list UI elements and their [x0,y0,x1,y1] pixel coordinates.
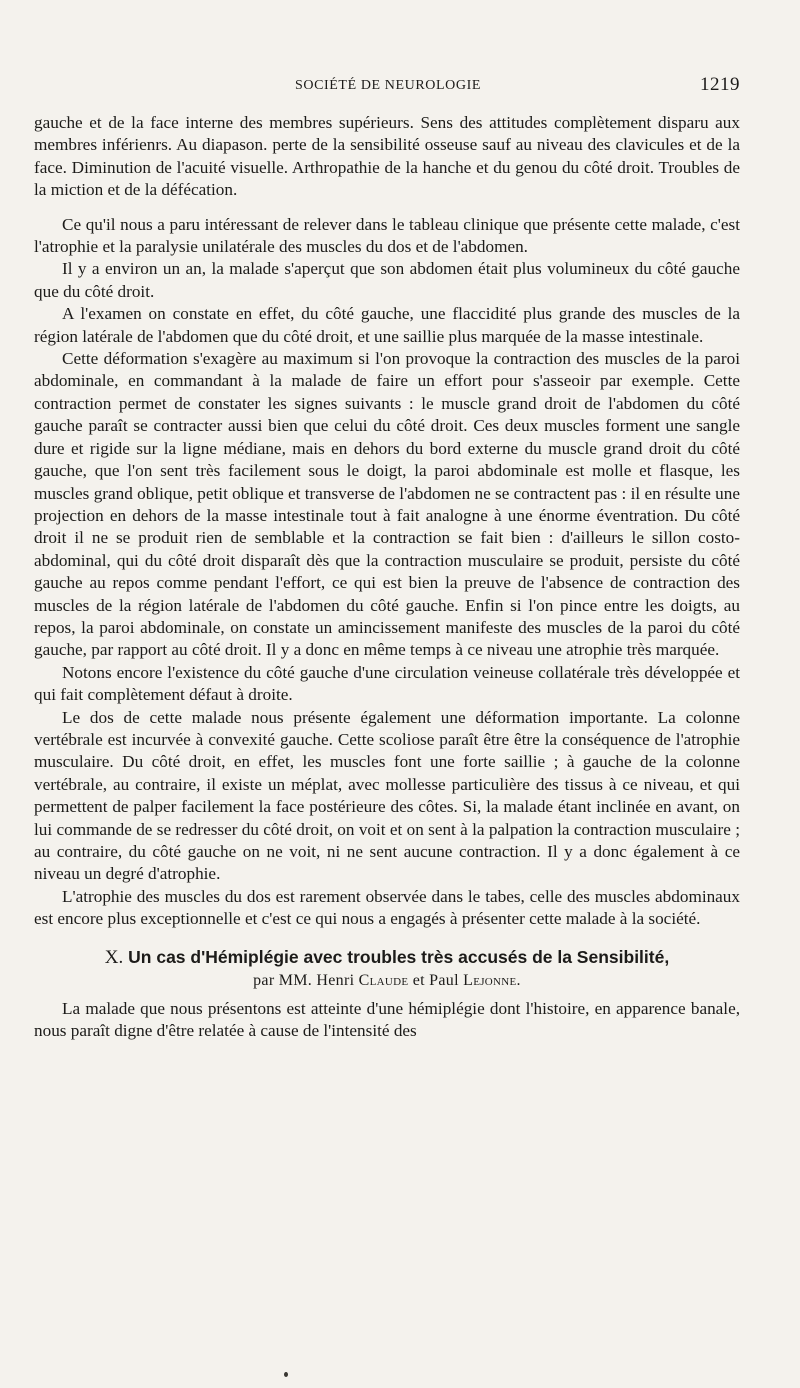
page-header [36,74,740,100]
paragraph: Notons encore l'existence du côté gauche d'une circulation veineuse collatérale très développée et qui fait complètement défaut à droite. [34,662,740,705]
author-surname: Lejonne. [463,971,521,989]
paragraph: Il y a environ un an, la malade s'aperçut que son abdomen était plus volumineux du côté gauche que du côté droit. [34,259,740,301]
author-surname: Claude [358,971,409,989]
running-head: SOCIÉTÉ DE NEUROLOGIE [294,78,482,93]
section-number: X. [104,946,124,968]
page-number: 1219 [700,74,740,95]
section-title [34,945,740,970]
paragraph: Cette déformation s'exagère au maximum si l'on provoque la contraction des muscles de la paroi abdominale, en commandant à la malade de faire un effort pour s'asseoir par exemple. Cette contraction permet de constater les signes suivants : le muscle grand droit de l'abdomen du côté gauche paraît se contracter aussi bien que celui du côté droit. Ces deux muscles forment une sangle dure et rigide sur la ligne médiane, mais en dehors du bord externe du muscle grand droit du côté gauche, que l'on sent très facilement sous le doigt, la paroi abdominale est molle et flasque, les muscles grand oblique, petit oblique et transverse de l'abdomen ne se contractent pas : il en résulte une projection en dehors de la masse intestinale tout à fait analogne à une énorme éventration. Du côté droit il ne se produit rien de semblable et la contraction se fait bien : d'ailleurs le sillon costo-abdominal, qui du côté droit disparaît dès que la contraction musculaire se produit, persiste du côté gauche au repos comme pendant l'effort, ce qui est bien la preuve de l'absence de contraction des muscles de la région latérale de l'abdomen du côté gauche. Enfin si l'on pince entre les doigts, au repos, la paroi abdominale, on constate un amincissement manifeste des muscles de la paroi du côté gauche, par rapport au côté droit. Il y a donc en même temps à ce niveau une atrophie très marquée. [34,349,740,660]
paragraph-continuation: gauche et de la face interne des membres supérieurs. Sens des attitudes complètement disparu aux membres inférienrs. Au diapason. perte de la sensibilité osseuse sauf au niveau des clavicules et de la face. Diminution de l'acuité visuelle. Arthropathie de la hanche et du genou du côté droit. Troubles de la miction et de la défécation. [34,113,740,200]
authors-mid: et Paul [412,971,459,989]
ink-spot [284,1372,288,1377]
authors-prefix: par MM. Henri [253,971,355,989]
paragraph: L'atrophie des muscles du dos est rarement observée dans le tabes, celle des muscles abdominaux est encore plus exceptionnelle et c'est ce qui nous a engagés à présenter cette malade à la société. [34,886,740,929]
section-title-text: Un cas d'Hémiplégie avec troubles très accusés de la Sensibilité, [128,946,670,967]
paragraph: A l'examen on constate en effet, du côté gauche, une flaccidité plus grande des muscles de la région latérale de l'abdomen que du côté droit, et une saillie plus marquée de la masse intestinale. [34,304,740,346]
section-authors [34,970,740,992]
paragraph: La malade que nous présentons est atteinte d'une hémiplégie dont l'histoire, en apparence banale, nous paraît digne d'être relatée à cause de l'intensité des [34,998,740,1041]
body-text [34,112,740,1042]
paragraph: Ce qu'il nous a paru intéressant de relever dans le tableau clinique que présente cette malade, c'est l'atrophie et la paralysie unilatérale des muscles du dos et de l'abdomen. [34,214,740,257]
paragraph: Le dos de cette malade nous présente également une déformation importante. La colonne vertébrale est incurvée à convexité gauche. Cette scoliose paraît être être la conséquence de l'atrophie musculaire. Du côté droit, en effet, les muscles font une forte saillie ; à gauche de la colonne vertébrale, au contraire, il existe un méplat, avec mollesse particulière des tissus à ce niveau, et qui permettent de palper facilement la face postérieure des côtes. Si, la malade étant inclinée en avant, on lui commande de se redresser du côté droit, on voit et on sent à la palpation la contraction musculaire ; au contraire, du côté gauche on ne voit, ni ne sent aucune contraction. Il y a donc également à ce niveau un degré d'atrophie. [34,707,740,884]
